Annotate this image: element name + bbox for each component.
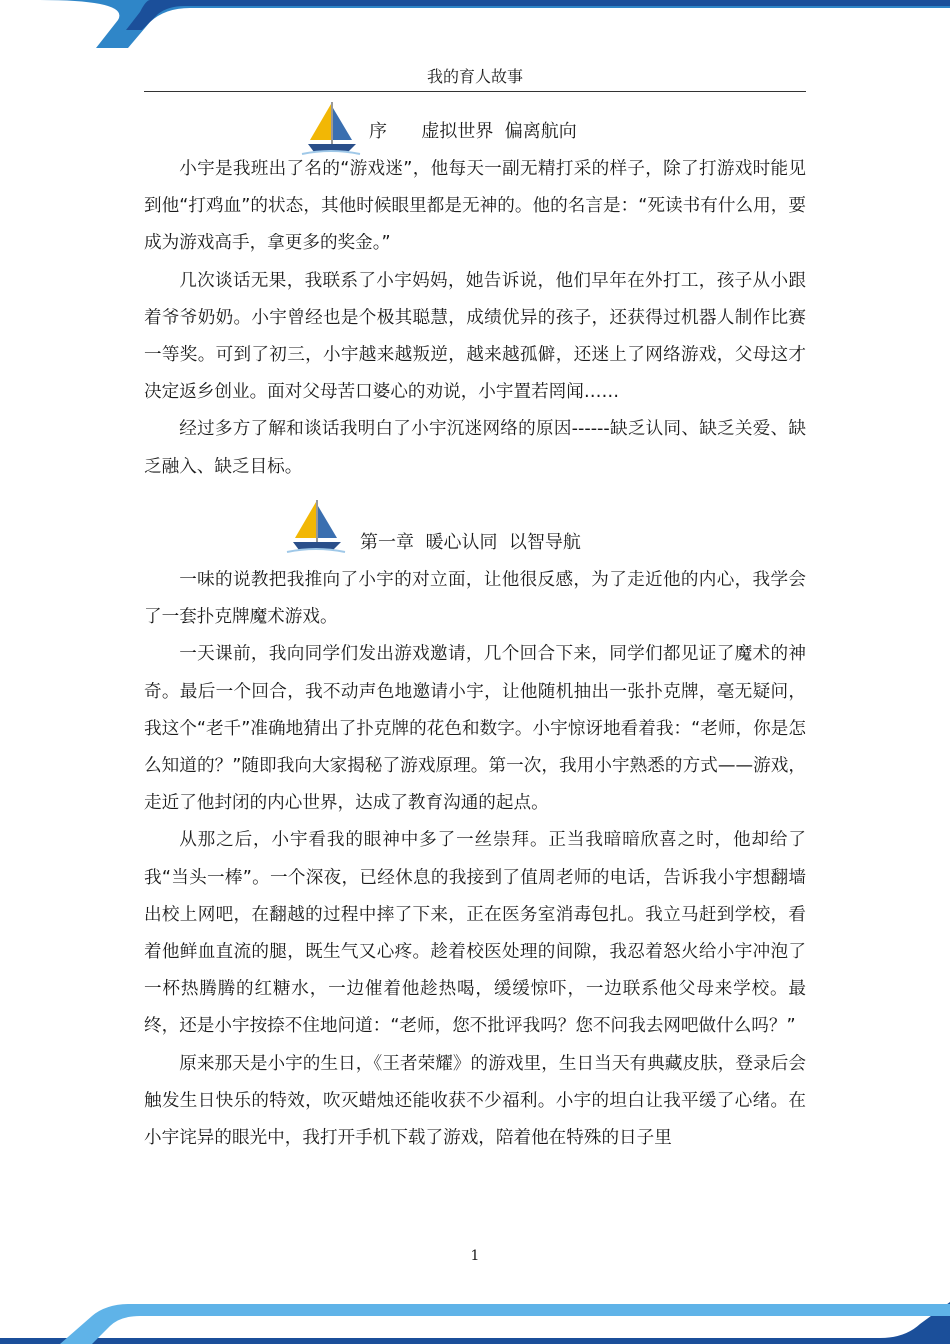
paragraph: 原来那天是小宇的生日，《王者荣耀》的游戏里，生日当天有典藏皮肤，登录后会触发生日快乐的特效，吹灭蜡烛还能收获不少福利。小宇的坦白让我平缓了心绪。在小宇诧异的眼光中，我打开手机下载了游戏，陪着他在特殊的日子里 [144,1053,806,1149]
bottom-decorative-band [0,1294,950,1344]
paragraph: 一味的说教把我推向了小宇的对立面，让他很反感，为了走近他的内心，我学会了一套扑克牌魔术游戏。 [144,570,806,628]
paragraph: 一天课前，我向同学们发出游戏邀请，几个回合下来，同学们都见证了魔术的神奇。最后一个回合，我不动声色地邀请小宇，让他随机抽出一张扑克牌，毫无疑问，我这个“老千”准确地猜出了扑克牌的花色和数字。小宇惊讶地看着我：“老师，你是怎么知道的？”随即我向大家揭秘了游戏原理。第一次，我用小宇熟悉的方式——游戏，走近了他封闭的内心世界，达成了教育沟通的起点。 [144,644,806,814]
sailboat-icon [285,498,347,554]
sailboat-icon [300,100,362,156]
top-decorative-band [0,0,950,48]
paragraph: 小宇是我班出了名的“游戏迷”，他每天一副无精打采的样子，除了打游戏时能见到他“打鸡血”的状态，其他时候眼里都是无神的。他的名言是：“死读书有什么用，要成为游戏高手，拿更多的奖金。” [144,159,806,254]
section-body-preface [144,151,806,486]
paragraph: 经过多方了解和谈话我明白了小宇沉迷网络的原因------缺乏认同、缺乏关爱、缺乏融入、缺乏目标。 [144,419,806,477]
page-number: 1 [470,1248,480,1264]
section-body-chapter-one [144,562,806,1157]
header-rule [144,91,806,92]
paragraph: 从那之后，小宇看我的眼神中多了一丝崇拜。正当我暗暗欣喜之时，他却给了我“当头一棒”。一个深夜，已经休息的我接到了值周老师的电话，告诉我小宇想翻墙出校上网吧，在翻越的过程中摔了下来，正在医务室消毒包扎。我立马赶到学校，看着他鲜血直流的腿，既生气又心疼。趁着校医处理的间隙，我忍着怒火给小宇冲泡了一杯热腾腾的红糖水，一边催着他趁热喝，缓缓惊吓，一边联系他父母来学校。最终，还是小宇按捺不住地问道：“老师，您不批评我吗？您不问我去网吧做什么吗？” [144,830,806,1037]
section-heading-chapter-one: 第一章 暖心认同 以智导航 [360,532,581,553]
section-heading-preface: 序 虚拟世界 偏离航向 [369,121,577,142]
running-header: 我的育人故事 [426,67,523,86]
paragraph: 几次谈话无果，我联系了小宇妈妈，她告诉说，他们早年在外打工，孩子从小跟着爷爷奶奶。小宇曾经也是个极其聪慧，成绩优异的孩子，还获得过机器人制作比赛一等奖。可到了初三，小宇越来越叛逆，越来越孤僻，还迷上了网络游戏，父母这才决定返乡创业。面对父母苦口婆心的劝说，小宇置若罔闻…… [144,270,806,403]
